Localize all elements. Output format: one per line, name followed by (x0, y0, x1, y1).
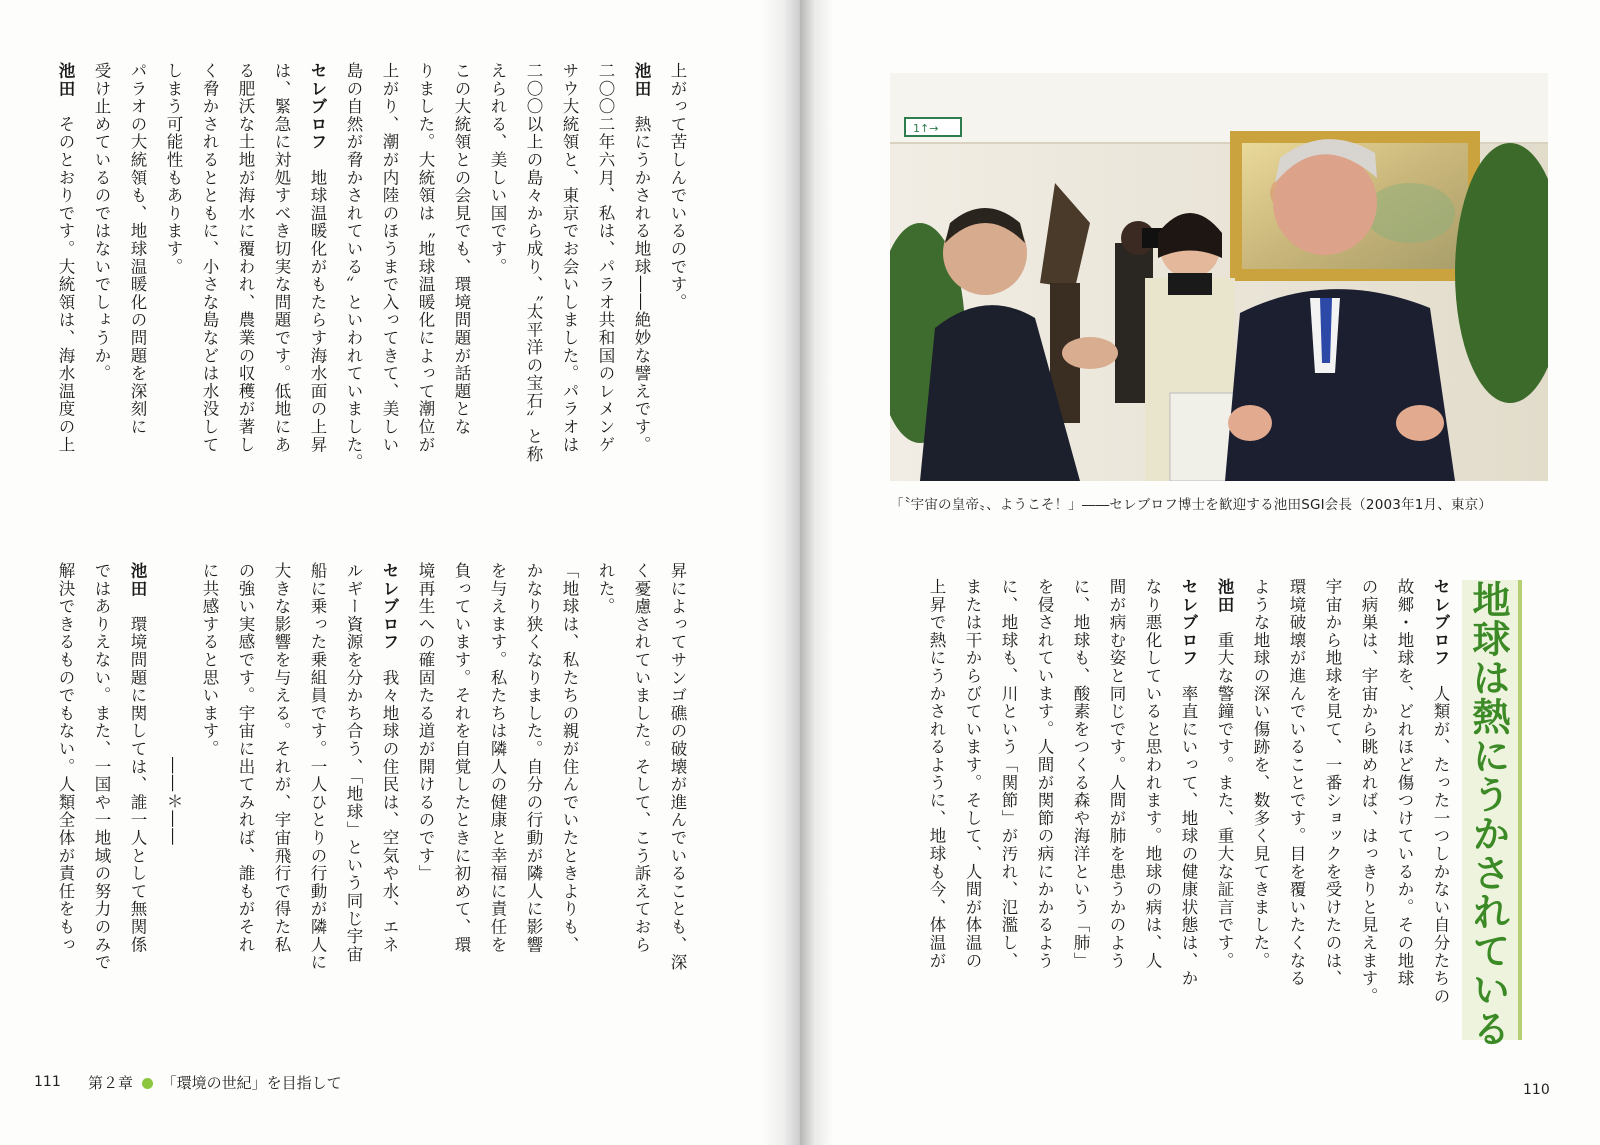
text-line (587, 562, 623, 1040)
line-text: れた。 (596, 562, 615, 616)
text-line (299, 62, 335, 512)
text-line (83, 62, 119, 512)
right-page-body-text (878, 578, 1458, 1040)
line-text: かなり狭くなりました。自分の行動が隣人に影響 (524, 562, 543, 954)
line-text: 宇宙から地球を見て、一番ショックを受けたのは、 (1323, 578, 1342, 988)
text-line (371, 62, 407, 512)
text-line (587, 62, 623, 512)
gutter-shadow-right (800, 0, 834, 1145)
text-line (263, 562, 299, 1040)
text-line (1098, 578, 1134, 1040)
line-text: 故郷・地球を、どれほど傷つけているか。その地球 (1395, 578, 1414, 988)
text-line (335, 62, 371, 512)
text-line (1314, 578, 1350, 1040)
text-line (551, 562, 587, 1040)
speaker-name: 池田 (128, 562, 147, 598)
line-text: なり悪化していると思われます。地球の病は、人 (1143, 578, 1162, 970)
text-line (371, 562, 407, 1040)
line-text: の病巣は、宇宙から眺めれば、はっきりと見えます。 (1359, 578, 1378, 1006)
section-heading: 地球は熱にうかされている (1462, 580, 1522, 1040)
photo-caption: 「〝宇宙の皇帝〟、ようこそ！」――セレブロフ博士を歓迎する池田SGI会長（2003年1月、東京） (890, 497, 1493, 513)
text-line (551, 62, 587, 512)
left-page-lower-text (45, 562, 695, 1040)
line-text: ではありえない。また、一国や一地域の努力のみで (92, 562, 111, 972)
chapter-title: 「環境の世紀」を目指して (161, 1074, 342, 1092)
line-text: 我々地球の住民は、空気や水、エネ (380, 668, 399, 954)
photo-illustration (890, 73, 1548, 481)
line-text: パラオの大統領も、地球温暖化の問題を深刻に (128, 62, 147, 436)
text-line (479, 562, 515, 1040)
line-text: 環境問題に関しては、誰一人として無関係 (128, 615, 147, 954)
line-text: 人類が、たった一つしかない自分たちの (1431, 684, 1450, 1006)
photo-welcome-greeting (890, 73, 1548, 481)
line-text: 島の自然が脅かされている〟といわれていました。 (344, 62, 363, 472)
line-text: そのとおりです。大統領は、海水温度の上 (56, 115, 75, 454)
speaker-name: 池田 (56, 62, 75, 98)
line-text: 間が病む姿と同じです。人間が肺を患うかのよう (1107, 578, 1126, 970)
line-text: を与えます。私たちは隣人の健康と幸福に責任を (488, 562, 507, 954)
text-line (335, 562, 371, 1040)
line-text: に、地球も、酸素をつくる森や海洋という「肺」 (1071, 578, 1090, 970)
text-line (1062, 578, 1098, 1040)
text-line (1242, 578, 1278, 1040)
text-line (954, 578, 990, 1040)
speaker-name: セレブロフ (1179, 578, 1198, 667)
text-line (1386, 578, 1422, 1040)
line-text: 上がって苦しんでいるのです。 (668, 62, 687, 312)
text-line (659, 562, 695, 1040)
text-line (1170, 578, 1206, 1040)
line-text: ――＊―― (164, 756, 183, 846)
text-line (155, 62, 191, 512)
text-line (407, 62, 443, 512)
line-text: に、地球も、川という「関節」が汚れ、氾濫し、 (999, 578, 1018, 970)
text-line (407, 562, 443, 1040)
text-line (47, 562, 83, 1040)
green-circle-icon (142, 1078, 153, 1089)
line-text: の強い実感です。宇宙に出てみれば、誰もがそれ (236, 562, 255, 954)
left-page (0, 0, 790, 1145)
exit-sign-text: 1↑→ (913, 122, 939, 135)
line-text: く脅かされるとともに、小さな島などは水没して (200, 62, 219, 454)
text-line (443, 562, 479, 1040)
line-text: ルギー資源を分かち合う、「地球」という同じ宇宙 (344, 562, 363, 964)
text-line (1422, 578, 1458, 1040)
line-text: または干からびています。そして、人間が体温の (963, 578, 982, 970)
line-text: る肥沃な土地が海水に覆われ、農業の収穫が著し (236, 62, 255, 454)
line-text: 熱にうかされる地球――絶妙な譬えです。 (632, 115, 651, 454)
text-line (119, 562, 155, 1040)
text-line (443, 62, 479, 512)
line-text: は、緊急に対処すべき切実な問題です。低地にあ (272, 62, 291, 454)
text-line (227, 562, 263, 1040)
text-line (623, 562, 659, 1040)
text-line (227, 62, 263, 512)
text-line (191, 562, 227, 1040)
line-text: 二〇〇以上の島々から成り、〝太平洋の宝石〟と称 (524, 62, 543, 464)
text-line (1206, 578, 1242, 1040)
text-line (479, 62, 515, 512)
speaker-name: セレブロフ (1431, 578, 1450, 667)
speaker-name: セレブロフ (308, 62, 327, 151)
line-text: 負っています。それを自覚したときに初めて、環 (452, 562, 471, 954)
left-page-upper-text (45, 62, 695, 512)
left-page-number: 111 (34, 1074, 61, 1090)
text-line (191, 62, 227, 512)
line-text: えられる、美しい国です。 (488, 62, 507, 276)
text-line (1350, 578, 1386, 1040)
text-line (990, 578, 1026, 1040)
line-text: サウ大統領と、東京でお会いしました。パラオは (560, 62, 579, 454)
line-text: を侵されています。人間が関節の病にかかるよう (1035, 578, 1054, 970)
line-text: りました。大統領は〝地球温暖化によって潮位が (416, 62, 435, 454)
line-text: く憂慮されていました。そして、こう訴えておら (632, 562, 651, 954)
line-text: 船に乗った乗組員です。一人ひとりの行動が隣人に (308, 562, 327, 972)
chapter-number: 第２章 (88, 1074, 134, 1092)
line-text: 上昇で熱にうかされるように、地球も今、体温が (927, 578, 946, 970)
text-line (1278, 578, 1314, 1040)
gutter-shadow-left (762, 0, 802, 1145)
line-text: 地球温暖化がもたらす海水面の上昇 (308, 168, 327, 454)
line-text: 「地球は、私たちの親が住んでいたときよりも、 (560, 562, 579, 954)
line-text: 昇によってサンゴ礁の破壊が進んでいることも、深 (668, 562, 687, 972)
line-text: に共感すると思います。 (200, 562, 219, 758)
text-line (515, 562, 551, 1040)
text-line (155, 562, 191, 1040)
text-line (918, 578, 954, 1040)
line-text: 大きな影響を与える。それが、宇宙飛行で得た私 (272, 562, 291, 954)
speaker-name: 池田 (1215, 578, 1234, 614)
text-line (515, 62, 551, 512)
speaker-name: セレブロフ (380, 562, 399, 651)
line-text: 重大な警鐘です。また、重大な証言です。 (1215, 631, 1234, 970)
line-text: 上がり、潮が内陸のほうまで入ってきて、美しい (380, 62, 399, 454)
text-line (659, 62, 695, 512)
text-line (263, 62, 299, 512)
text-line (83, 562, 119, 1040)
line-text: この大統領との会見でも、環境問題が話題とな (452, 62, 471, 436)
right-page-number: 110 (1523, 1082, 1550, 1098)
line-text: 受け止めているのではないでしょうか。 (92, 62, 111, 383)
speaker-name: 池田 (632, 62, 651, 98)
running-head (88, 1072, 342, 1093)
line-text: 二〇〇二年六月、私は、パラオ共和国のレメンゲ (596, 62, 615, 454)
text-line (119, 62, 155, 512)
line-text: 解決できるものでもない。人類全体が責任をもっ (56, 562, 75, 954)
line-text: 環境破壊が進んでいることです。目を覆いたくなる (1287, 578, 1306, 988)
line-text: 境再生への確固たる道が開けるのです」 (416, 562, 435, 883)
text-line (47, 62, 83, 512)
text-line (623, 62, 659, 512)
line-text: ような地球の深い傷跡を、数多く見てきました。 (1251, 578, 1270, 970)
line-text: 率直にいって、地球の健康状態は、か (1179, 684, 1198, 988)
text-line (1134, 578, 1170, 1040)
text-line (1026, 578, 1062, 1040)
text-line (299, 562, 335, 1040)
line-text: しまう可能性もあります。 (164, 62, 183, 276)
